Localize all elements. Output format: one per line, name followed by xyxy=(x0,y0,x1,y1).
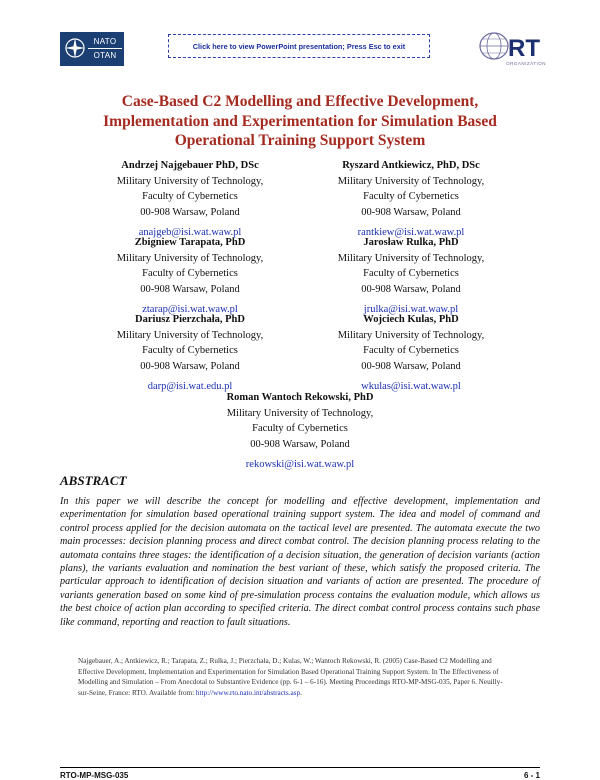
rto-sub-label: ORGANIZATION xyxy=(506,61,546,66)
author-affiliation: Military University of Technology, xyxy=(116,252,264,264)
author-name: Dariusz Pierzchała, PhD xyxy=(135,314,245,325)
document-code: RTO-MP-MSG-035 xyxy=(60,771,129,780)
rto-logo xyxy=(478,30,546,68)
footer-divider xyxy=(60,767,540,768)
nato-label: NATO xyxy=(93,37,117,46)
author-name: Ryszard Antkiewicz, PhD, DSc xyxy=(342,160,480,171)
nato-star-icon xyxy=(64,37,86,59)
citation xyxy=(78,656,508,698)
author-name: Jarosław Rulka, PhD xyxy=(363,237,459,248)
author-faculty: Faculty of Cybernetics xyxy=(363,191,459,202)
abstract-text: In this paper we will describe the concept for modelling and effective development, implementation and experimentation for simulation based operational training support system. The idea and model of command and control process applied for the decision automata on the tactical level are presented. The automata execute the two main processes: decision planning process and direct combat control. The decision planning process relating to the automata contains three stages: the identification of a decision situation, the generation of decision variants (action plans), the variants evaluation and nomination the best variant of these, which satisfy the proposed criteria. The particular approach to identification of decision situation and variants of action are presented. The procedure of variants generation based on some kind of pre-simulation process contains the evaluation module, which allows us the best choice of action plan according to specified criteria. The direct combat control process contains such phase like command, reporting and reaction to fault situations. xyxy=(60,496,540,628)
author-address: 00-908 Warsaw, Poland xyxy=(140,283,240,295)
view-presentation-link[interactable]: Click here to view PowerPoint presentation; Press Esc to exit xyxy=(168,34,430,58)
author-email[interactable]: anajgeb@isi.wat.waw.pl xyxy=(138,227,242,238)
author-name: Wojciech Kulas, PhD xyxy=(363,314,459,325)
author-affiliation: Military University of Technology, xyxy=(116,329,264,341)
author-address: 00-908 Warsaw, Poland xyxy=(140,360,240,372)
author-affiliation: Military University of Technology, xyxy=(337,175,485,187)
author-address: 00-908 Warsaw, Poland xyxy=(361,283,461,295)
author-affiliation: Military University of Technology, xyxy=(337,252,485,264)
author-email[interactable]: rekowski@isi.wat.waw.pl xyxy=(245,459,355,470)
abstract-heading: ABSTRACT xyxy=(60,473,127,488)
author-name: Roman Wantoch Rekowski, PhD xyxy=(226,392,374,403)
author-block xyxy=(296,312,526,395)
citation-text: Najgebauer, A.; Antkiewicz, R.; Tarapata, Z.; Rulka, J.; Pierzchała, D.; Kulas, W.; Wantoch Rekowski, R. (2005) Case-Based C2 Modelling and Effective Development, Implementation and Experimentation for Simulation Based Operational Training Support System. In The Effectiveness of Modelling and Simulation – From Anecdotal to Substantive Evidence (pp. 6-1 – 6-16). Meeting Proceedings RTO-MP-MSG-035, Paper 6. Neuilly-sur-Seine, France: RTO. Available from: xyxy=(78,657,503,697)
author-email[interactable]: darp@isi.wat.edu.pl xyxy=(147,381,233,392)
author-affiliation: Military University of Technology, xyxy=(116,175,264,187)
author-block xyxy=(75,235,305,318)
author-block xyxy=(296,158,526,241)
author-faculty: Faculty of Cybernetics xyxy=(252,423,348,434)
author-block xyxy=(75,312,305,395)
abstracts-link[interactable]: http://www.rto.nato.int/abstracts.asp xyxy=(195,688,301,697)
author-name: Zbigniew Tarapata, PhD xyxy=(134,237,246,248)
author-email[interactable]: rantkiew@isi.wat.waw.pl xyxy=(357,227,465,238)
author-faculty: Faculty of Cybernetics xyxy=(363,345,459,356)
author-faculty: Faculty of Cybernetics xyxy=(142,268,238,279)
author-email[interactable]: wkulas@isi.wat.waw.pl xyxy=(361,381,461,392)
author-block xyxy=(75,158,305,241)
author-faculty: Faculty of Cybernetics xyxy=(142,191,238,202)
otan-label: OTAN xyxy=(88,48,122,62)
author-faculty: Faculty of Cybernetics xyxy=(142,345,238,356)
paper-title: Case-Based C2 Modelling and Effective Development, Implementation and Experimentation for Simulation Based Operational Training Support System xyxy=(103,93,497,149)
author-address: 00-908 Warsaw, Poland xyxy=(361,206,461,218)
author-email[interactable]: jrulka@isi.wat.waw.pl xyxy=(363,304,459,315)
author-address: 00-908 Warsaw, Poland xyxy=(140,206,240,218)
author-email[interactable]: ztarap@isi.wat.waw.pl xyxy=(142,304,238,315)
author-block xyxy=(296,235,526,318)
rto-letters: RT xyxy=(508,35,540,62)
citation-end: . xyxy=(300,688,302,697)
author-affiliation: Military University of Technology, xyxy=(337,329,485,341)
author-address: 00-908 Warsaw, Poland xyxy=(361,360,461,372)
author-affiliation: Military University of Technology, xyxy=(226,407,374,419)
author-faculty: Faculty of Cybernetics xyxy=(363,268,459,279)
author-name: Andrzej Najgebauer PhD, DSc xyxy=(121,160,259,171)
nato-logo xyxy=(60,32,124,66)
author-address: 00-908 Warsaw, Poland xyxy=(250,438,350,450)
author-block xyxy=(185,390,415,473)
page-number: 6 - 1 xyxy=(523,771,540,780)
rto-emblem-icon xyxy=(478,30,546,62)
